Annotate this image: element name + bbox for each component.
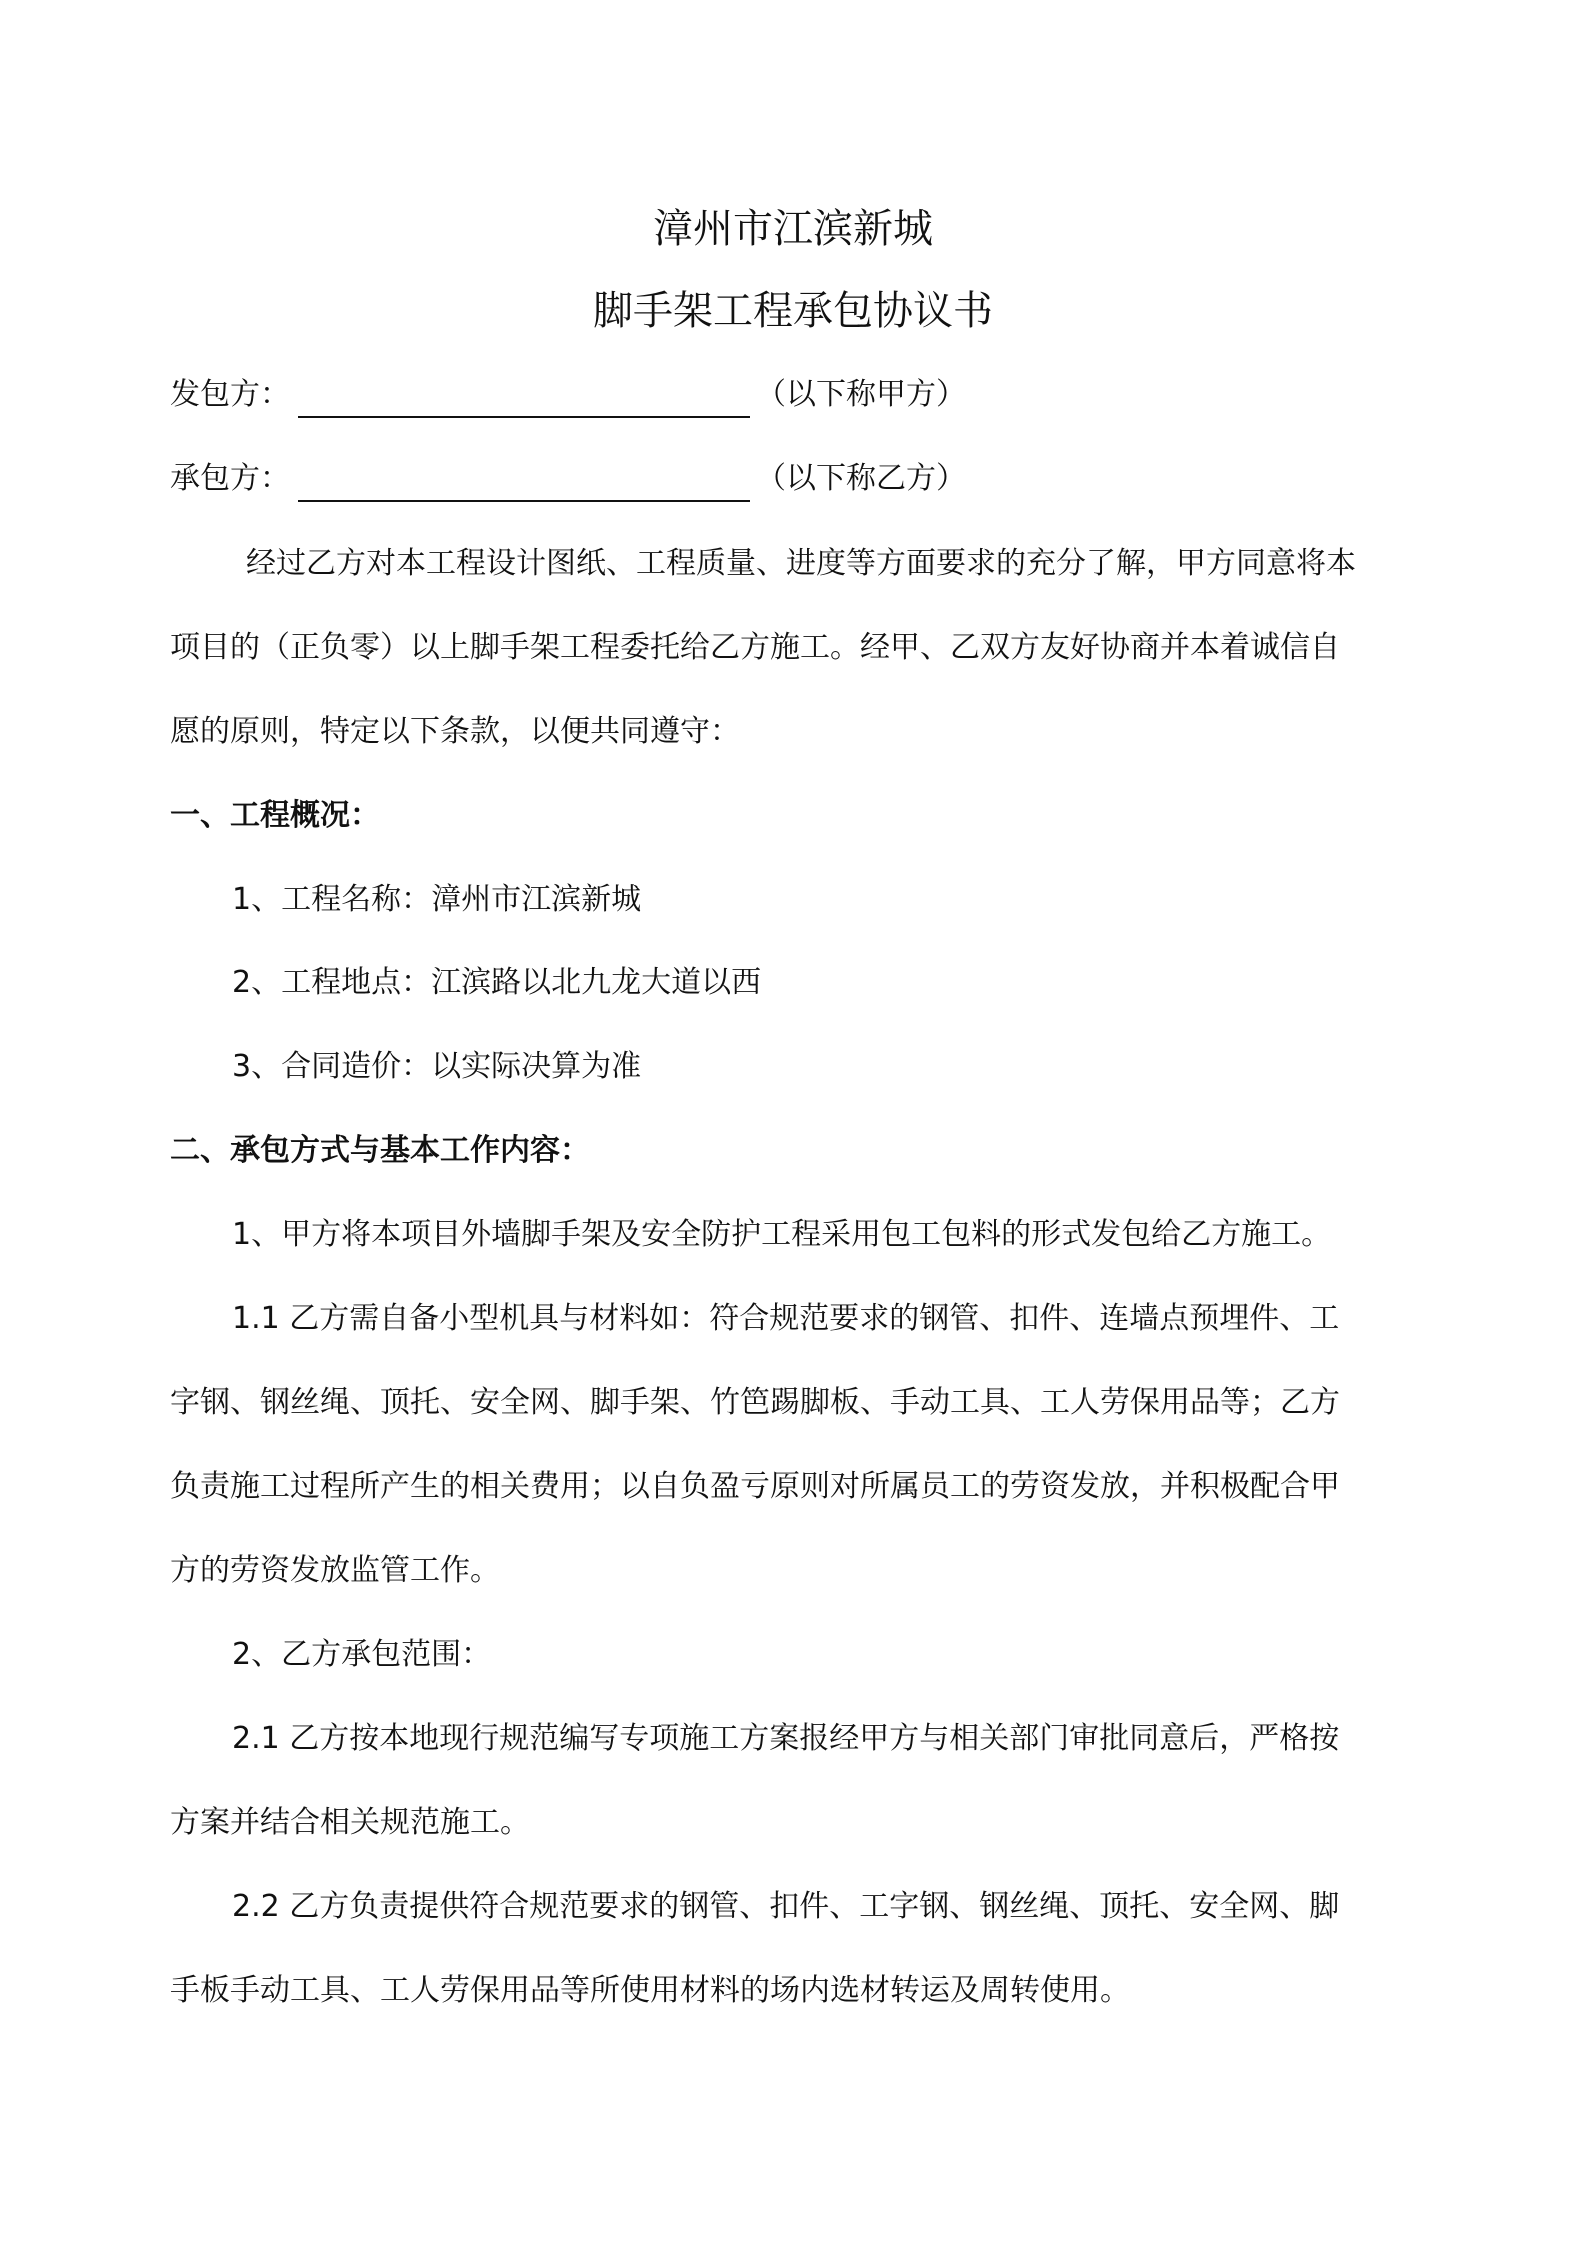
party-b-label: 承包方： bbox=[170, 461, 290, 496]
list-item: 1、工程名称：漳州市江滨新城 bbox=[232, 882, 642, 917]
intro-line: 经过乙方对本工程设计图纸、工程质量、进度等方面要求的充分了解，甲方同意将本 bbox=[246, 546, 1356, 581]
paragraph-line: 2.1 乙方按本地现行规范编写专项施工方案报经甲方与相关部门审批同意后，严格按 bbox=[232, 1721, 1340, 1756]
paragraph-line: 1.1 乙方需自备小型机具与材料如：符合规范要求的钢管、扣件、连墙点预埋件、工 bbox=[232, 1301, 1340, 1336]
section2-heading: 二、承包方式与基本工作内容： bbox=[170, 1133, 590, 1168]
section2-paragraph-1: 1、甲方将本项目外墙脚手架及安全防护工程采用包工包料的形式发包给乙方施工。 bbox=[232, 1217, 1332, 1252]
paragraph-line: 2.2 乙方负责提供符合规范要求的钢管、扣件、工字钢、钢丝绳、顶托、安全网、脚 bbox=[232, 1889, 1340, 1924]
section2-paragraph-2: 2、乙方承包范围： bbox=[232, 1637, 492, 1672]
section1-heading: 一、工程概况： bbox=[170, 798, 380, 833]
party-b-blank bbox=[298, 500, 750, 502]
intro-line: 愿的原则，特定以下条款，以便共同遵守： bbox=[170, 714, 740, 749]
paragraph-line: 方的劳资发放监管工作。 bbox=[170, 1553, 500, 1588]
document-title-line1: 漳州市江滨新城 bbox=[653, 206, 933, 252]
party-a-note: （以下称甲方） bbox=[756, 377, 966, 412]
party-a-blank bbox=[298, 416, 750, 418]
party-b-note: （以下称乙方） bbox=[756, 461, 966, 496]
paragraph-line: 负责施工过程所产生的相关费用；以自负盈亏原则对所属员工的劳资发放，并积极配合甲 bbox=[170, 1469, 1340, 1504]
list-item: 2、工程地点：江滨路以北九龙大道以西 bbox=[232, 965, 762, 1000]
paragraph-line: 方案并结合相关规范施工。 bbox=[170, 1805, 530, 1840]
document-title-line2: 脚手架工程承包协议书 bbox=[593, 288, 993, 334]
party-a-label: 发包方： bbox=[170, 377, 290, 412]
paragraph-line: 字钢、钢丝绳、顶托、安全网、脚手架、竹笆踢脚板、手动工具、工人劳保用品等；乙方 bbox=[170, 1385, 1340, 1420]
intro-line: 项目的（正负零）以上脚手架工程委托给乙方施工。经甲、乙双方友好协商并本着诚信自 bbox=[170, 630, 1340, 665]
paragraph-line: 手板手动工具、工人劳保用品等所使用材料的场内选材转运及周转使用。 bbox=[170, 1973, 1130, 2008]
list-item: 3、合同造价：以实际决算为准 bbox=[232, 1049, 642, 1084]
